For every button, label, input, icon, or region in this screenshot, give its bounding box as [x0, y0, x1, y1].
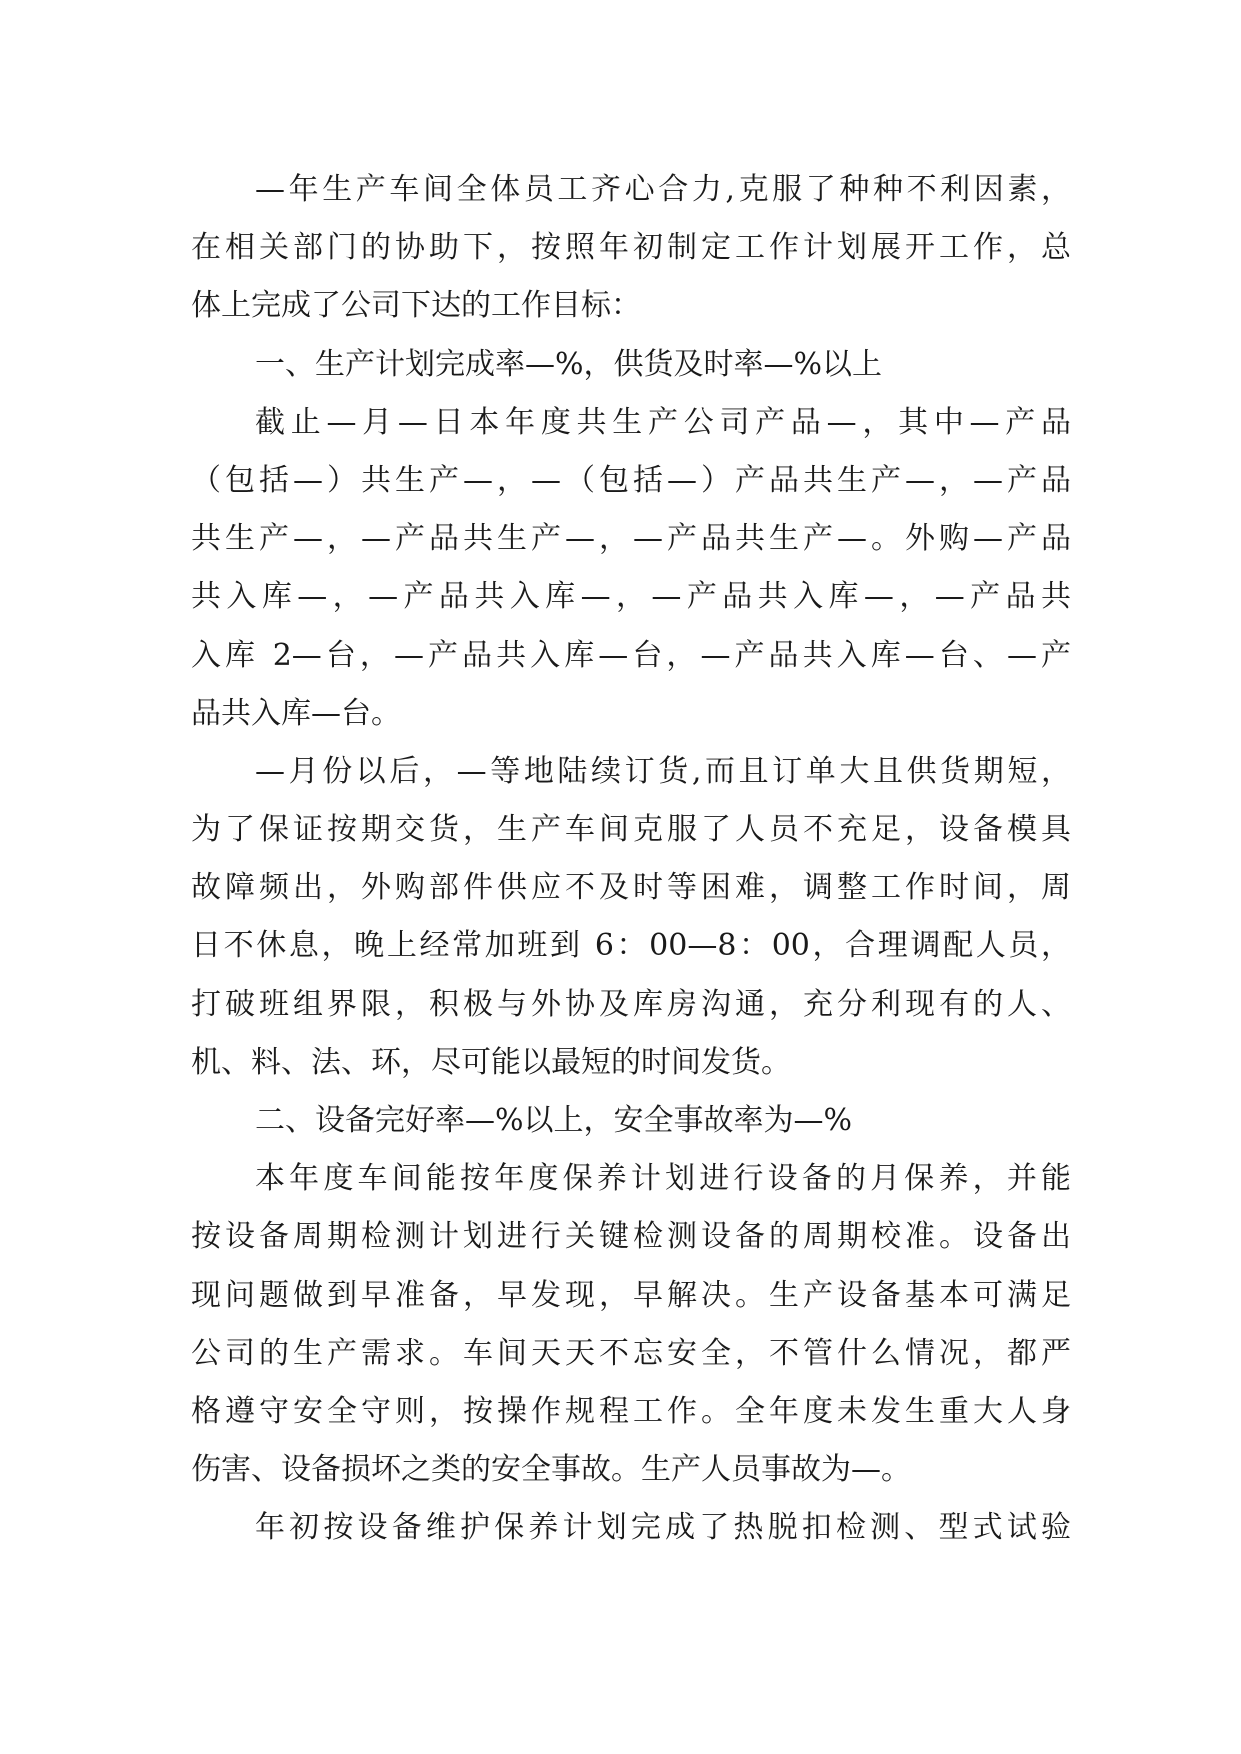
- text-line: 本年度车间能按年度保养计划进行设备的月保养，并能: [255, 1161, 1071, 1197]
- text-line: 入库 2—台，—产品共入库—台，—产品共入库—台、—产: [191, 637, 1071, 673]
- text-line: 品共入库—台。: [191, 695, 401, 731]
- text-line: 在相关部门的协助下，按照年初制定工作计划展开工作，总: [191, 230, 1071, 266]
- text-line: 体上完成了公司下达的工作目标：: [191, 288, 641, 324]
- text-line: 按设备周期检测计划进行关键检测设备的周期校准。设备出: [191, 1219, 1071, 1255]
- text-line: （包括—）共生产—，—（包括—）产品共生产—，—产品: [191, 462, 1071, 498]
- text-line: 为了保证按期交货，生产车间克服了人员不充足，设备模具: [191, 812, 1071, 848]
- text-line: 打破班组界限，积极与外协及库房沟通，充分利现有的人、: [191, 986, 1071, 1022]
- text-line: 一、生产计划完成率—%，供货及时率—%以上: [255, 346, 883, 382]
- text-line: 年初按设备维护保养计划完成了热脱扣检测、型式试验: [255, 1510, 1071, 1546]
- text-line: 共入库—，—产品共入库—，—产品共入库—，—产品共: [191, 579, 1071, 615]
- text-line: 格遵守安全守则，按操作规程工作。全年度未发生重大人身: [191, 1393, 1071, 1429]
- text-line: 共生产—，—产品共生产—，—产品共生产—。外购—产品: [191, 521, 1071, 557]
- text-line: 伤害、设备损坏之类的安全事故。生产人员事故为—。: [191, 1452, 911, 1488]
- text-line: 截止—月—日本年度共生产公司产品—，其中—产品: [255, 404, 1071, 440]
- text-line: —年生产车间全体员工齐心合力,克服了种种不利因素，: [255, 172, 1071, 207]
- text-line: 公司的生产需求。车间天天不忘安全，不管什么情况，都严: [191, 1335, 1071, 1371]
- text-line: 日不休息，晚上经常加班到 6：00—8：00，合理调配人员，: [191, 928, 1071, 964]
- body-text: [191, 161, 1071, 1558]
- text-line: 机、料、法、环，尽可能以最短的时间发货。: [191, 1044, 791, 1080]
- text-line: —月份以后，—等地陆续订货,而且订单大且供货期短，: [255, 753, 1071, 789]
- text-line: 故障频出，外购部件供应不及时等困难，调整工作时间，周: [191, 870, 1071, 906]
- text-line: 现问题做到早准备，早发现，早解决。生产设备基本可满足: [191, 1277, 1071, 1313]
- text-line: 二、设备完好率—%以上，安全事故率为—%: [255, 1103, 853, 1138]
